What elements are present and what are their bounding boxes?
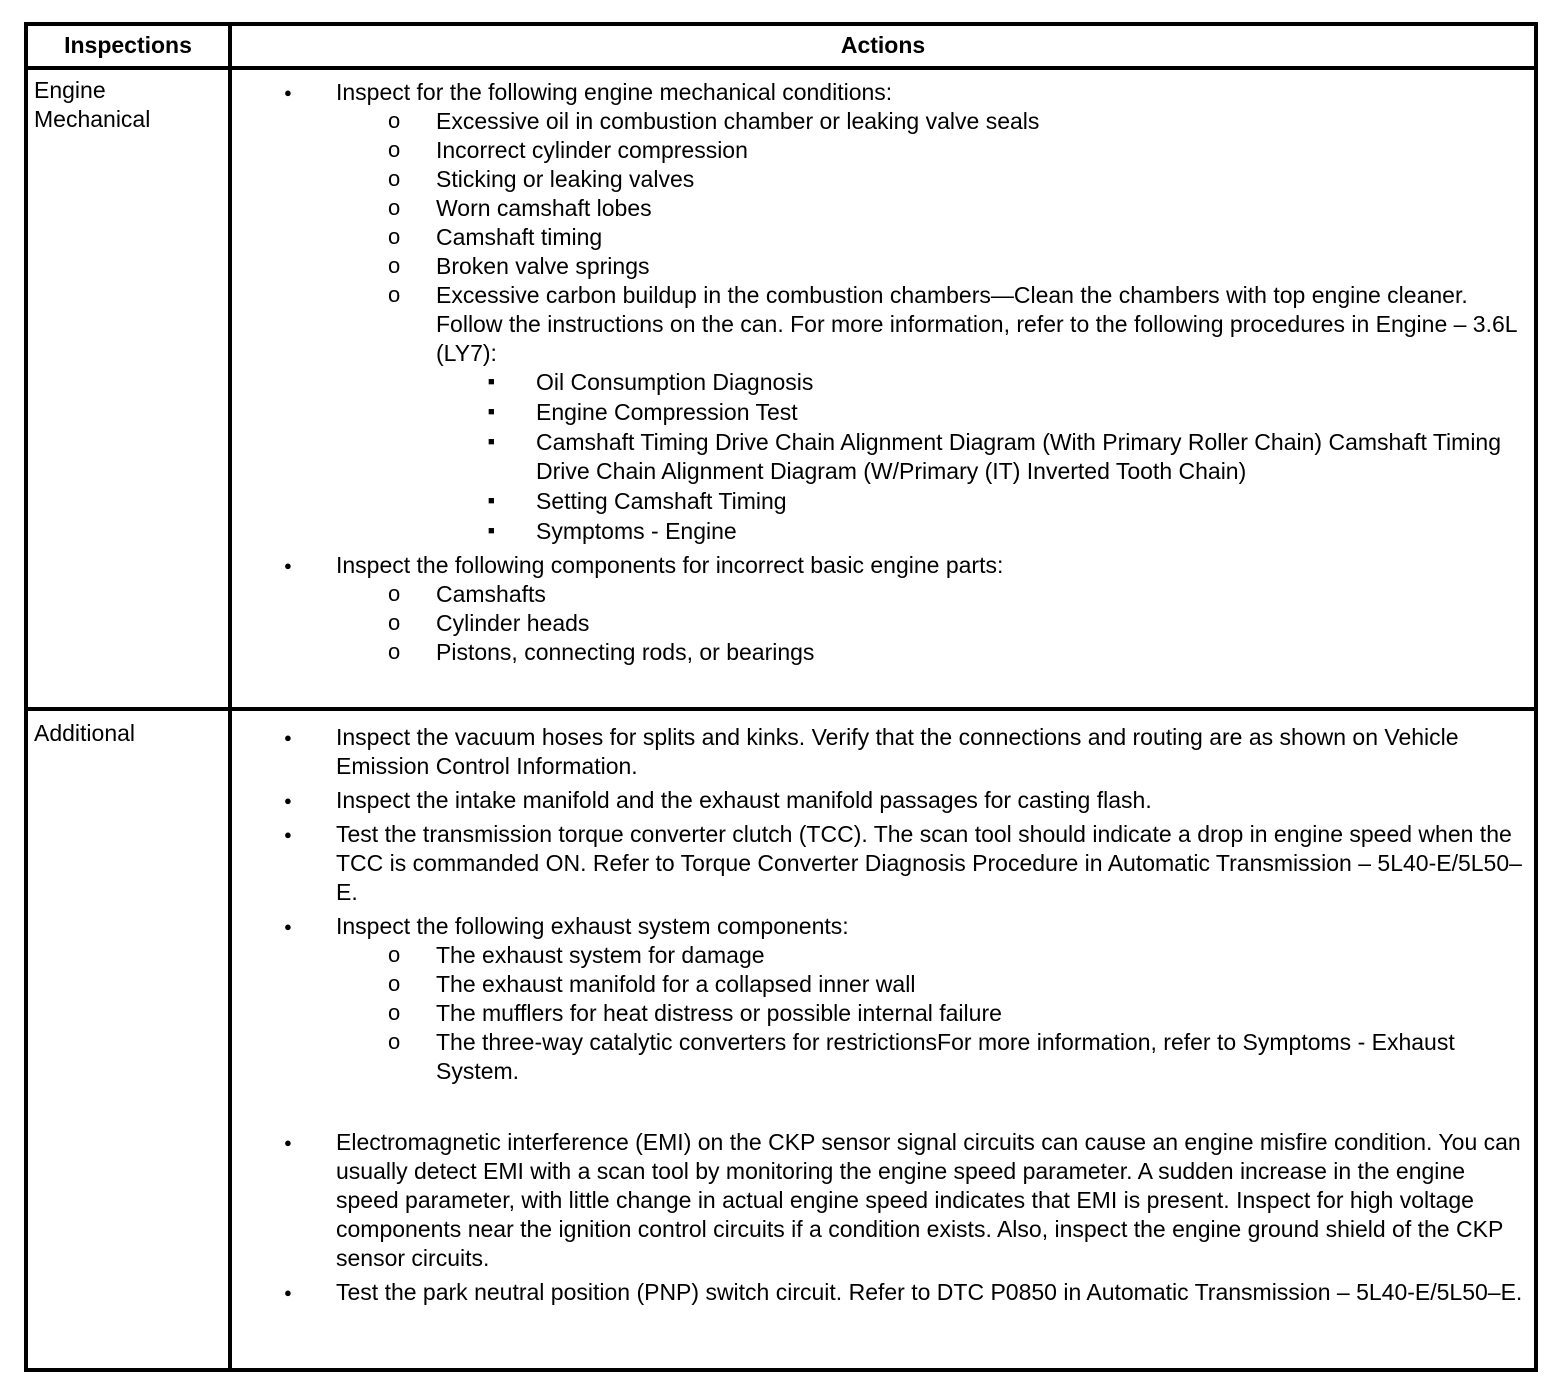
procedure-item: ■ Oil Consumption Diagnosis (232, 368, 1534, 397)
bullet-item: ● Test the transmission torque converter clutch (TCC). The scan tool should indicate a drop in engine speed when the TCC is commanded ON. Refer to Torque Converter Diagnosis Procedure in Automatic Transmission – 5L40-E/5L50–E. (232, 820, 1534, 907)
header-inspections: Inspections (64, 32, 192, 58)
sub-item: o The mufflers for heat distress or possible internal failure (232, 999, 1534, 1028)
bullet-item: ● Inspect the following exhaust system components: o The exhaust system for damage o The exhaust manifold for a collapsed inner wall o The mufflers for heat distress or possible internal failure o The three-way catalytic converters for restrictionsFor more information, refer to Symptoms - Exhaust System. (232, 912, 1534, 1086)
row-divider (28, 707, 1534, 711)
sub-item: o Excessive carbon buildup in the combustion chambers—Clean the chambers with top engine cleaner. Follow the instructions on the can. For more information, refer to the following procedures in Engine – 3.6L (LY7): ■ Oil Consumption Diagnosis ■ Engine Compression Test ■ Camshaft Timing Drive Chain Alignment Diagram (With Primary Roller Chain) Camshaft Timing Drive Chain Alignment Diagram (W/Primary (IT) Inverted Tooth Chain) ■ Setting Camshaft Timing ■ Symptoms - Engine (232, 281, 1534, 546)
sub-item: o Camshaft timing (232, 223, 1534, 252)
inspection-label-line: Mechanical (34, 106, 151, 132)
bullet-item: ● Inspect the vacuum hoses for splits and kinks. Verify that the connections and routing are as shown on Vehicle Emission Control Information. (232, 723, 1534, 781)
procedure-item: ■ Setting Camshaft Timing (232, 487, 1534, 516)
sub-item: o Excessive oil in combustion chamber or leaking valve seals (232, 107, 1534, 136)
sub-item: o Camshafts (232, 580, 1534, 609)
bullet-item: ● Test the park neutral position (PNP) switch circuit. Refer to DTC P0850 in Automatic Transmission – 5L40-E/5L50–E. (232, 1278, 1534, 1307)
bullet-item: ● Inspect the intake manifold and the exhaust manifold passages for casting flash. (232, 786, 1534, 815)
sub-item: o Broken valve springs (232, 252, 1534, 281)
sub-item: o The exhaust system for damage (232, 941, 1534, 970)
header-actions: Actions (840, 32, 926, 58)
sub-item: o Sticking or leaking valves (232, 165, 1534, 194)
bullet-item: ● Electromagnetic interference (EMI) on the CKP sensor signal circuits can cause an engine misfire condition. You can usually detect EMI with a scan tool by monitoring the engine speed parameter. A sudden increase in the engine speed parameter, with little change in actual engine speed indicates that EMI is present. Inspect for high voltage components near the ignition control circuits if a condition exists. Also, inspect the engine ground shield of the CKP sensor circuits. (232, 1128, 1534, 1273)
procedure-item: ■ Engine Compression Test (232, 398, 1534, 427)
actions-additional (232, 723, 1534, 1312)
inspection-label-line: Engine (34, 77, 106, 103)
bullet-item: ● Inspect for the following engine mechanical conditions: o Excessive oil in combustion chamber or leaking valve seals o Incorrect cylinder compression o Sticking or leaking valves o Worn camshaft lobes o Camshaft timing o Broken valve springs o Excessive carbon buildup in the combustion chambers—Clean the chambers with top engine cleaner. Follow the instructions on the can. For more information, refer to the following procedures in Engine – 3.6L (LY7): ■ Oil Consumption Diagnosis ■ Engine Compression Test ■ Camshaft Timing Drive Chain Alignment Diagram (With Primary Roller Chain) Camshaft Timing Drive Chain Alignment Diagram (W/Primary (IT) Inverted Tooth Chain) ■ Setting Camshaft Timing ■ Symptoms - Engine (232, 78, 1534, 546)
header-divider (28, 66, 1534, 70)
inspection-additional (34, 719, 135, 748)
sub-item: o Cylinder heads (232, 609, 1534, 638)
bullet-item: ● Inspect the following components for incorrect basic engine parts: o Camshafts o Cylinder heads o Pistons, connecting rods, or bearings (232, 551, 1534, 667)
sub-item: o Worn camshaft lobes (232, 194, 1534, 223)
inspection-engine-mechanical (34, 76, 150, 134)
inspection-label-line: Additional (34, 720, 136, 746)
sub-item: o The three-way catalytic converters for restrictionsFor more information, refer to Symptoms - Exhaust System. (232, 1028, 1534, 1086)
sub-item: o The exhaust manifold for a collapsed inner wall (232, 970, 1534, 999)
procedure-item: ■ Camshaft Timing Drive Chain Alignment Diagram (With Primary Roller Chain) Camshaft Timing Drive Chain Alignment Diagram (W/Primary (IT) Inverted Tooth Chain) (232, 428, 1534, 486)
inspection-table (24, 22, 1538, 1372)
sub-item: o Pistons, connecting rods, or bearings (232, 638, 1534, 667)
sub-item: o Incorrect cylinder compression (232, 136, 1534, 165)
procedure-item: ■ Symptoms - Engine (232, 517, 1534, 546)
actions-engine-mechanical (232, 78, 1534, 672)
